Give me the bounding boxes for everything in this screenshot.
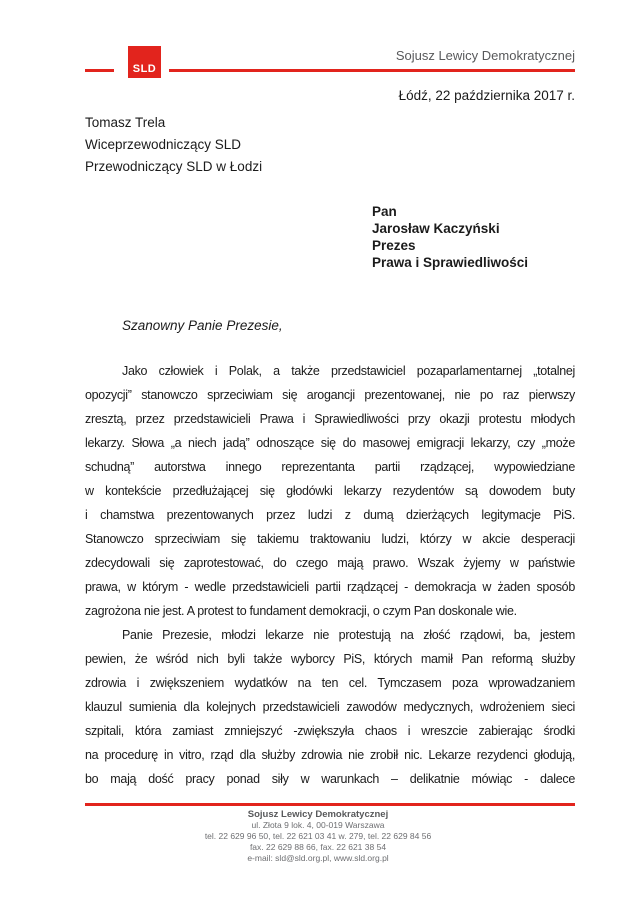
sender-title-1: Wiceprzewodniczący SLD	[85, 137, 242, 152]
body-line: schudną” autorstwa innego reprezentanta partii rządzącej, wypowiedziane	[85, 460, 575, 474]
body-line: szpitali, która zamiast zmniejszyć -zwiększyła chaos i wreszcie zabierając środki	[85, 724, 575, 738]
body-line: w kontekście przedłużającej się głodówki lekarzy rezydentów są dowodem buty	[85, 484, 575, 498]
date-line: Łódź, 22 października 2017 r.	[398, 88, 575, 103]
body-line: bo mają dość pracy ponad siły w warunkach – delikatnie mówiąc - dalece	[85, 772, 575, 786]
body-line: opozycji” stanowczo sprzeciwiam się arogancji prezentowanej, nie po raz pierwszy	[85, 388, 575, 402]
body-line: zdecydowali się zaprotestować, do czego mają prawo. Wszak żyjemy w państwie	[85, 556, 575, 570]
footer-phones: tel. 22 629 96 50, tel. 22 621 03 41 w. 279, tel. 22 629 84 56	[204, 831, 432, 841]
body-line: zresztą, przez przedstawicieli Prawa i Sprawiedliwości przy okazji protestu młodych	[85, 412, 575, 426]
header-rule-left	[85, 69, 114, 72]
recipient-org: Prawa i Sprawiedliwości	[372, 255, 529, 270]
body-line: pewien, że wśród nich byli także wyborcy PiS, których mamił Pan reformą służby	[85, 652, 575, 666]
body-line: na procedurę in vitro, rząd dla służby zdrowia nie zrobił nic. Lekarze rezydenci głodują,	[85, 748, 575, 762]
body-line: zdrowia i zwiększeniem wydatków na ten cel. Tymczasem poza wprowadzaniem	[85, 676, 575, 690]
body-line: prawa, w którym - wedle przedstawicieli partii rządzącej - demokracja w żaden sposób	[85, 580, 575, 594]
sender-block	[85, 112, 262, 178]
recipient-title: Prezes	[372, 238, 416, 253]
sld-logo	[128, 46, 161, 78]
footer-rule	[85, 803, 575, 806]
header-rule-right	[169, 69, 575, 72]
body-line: Stanowczo sprzeciwiam się takiemu traktowaniu ludzi, którzy w akcie desperacji	[85, 532, 575, 546]
footer-block	[0, 809, 636, 864]
body-line: Panie Prezesie, młodzi lekarze nie protestują na złość rządowi, ba, jestem	[122, 628, 575, 642]
recipient-block	[372, 203, 528, 271]
letter-body	[85, 359, 575, 791]
body-line: klauzul sumienia dla kolejnych przedstawicieli zawodów medycznych, wdrożeniem sieci	[85, 700, 575, 714]
sender-title-2: Przewodniczący SLD w Łodzi	[85, 159, 263, 174]
footer-email-web: e-mail: sld@sld.org.pl, www.sld.org.pl	[247, 853, 389, 863]
sld-logo-text: SLD	[132, 63, 157, 75]
sender-name: Tomasz Trela	[85, 115, 166, 130]
footer-org-name: Sojusz Lewicy Demokratycznej	[247, 809, 389, 820]
body-line: Jako człowiek i Polak, a także przedstawiciel pozaparlamentarnej „totalnej	[122, 364, 575, 378]
footer-address: ul. Złota 9 lok. 4, 00-019 Warszawa	[251, 820, 385, 830]
salutation: Szanowny Panie Prezesie,	[122, 318, 283, 333]
recipient-honorific: Pan	[372, 204, 397, 219]
header-org-name: Sojusz Lewicy Demokratycznej	[395, 48, 575, 63]
footer-fax: fax. 22 629 88 66, fax. 22 621 38 54	[249, 842, 387, 852]
body-line: i chamstwa prezentowanych przez ludzi z dumą dzierżących legitymacje PiS.	[85, 508, 575, 522]
recipient-name: Jarosław Kaczyński	[372, 221, 500, 236]
body-line: lekarzy. Słowa „a niech jadą” odnoszące się do masowej emigracji lekarzy, czy „może	[85, 436, 575, 450]
body-line: zagrożona nie jest. A protest to fundament demokracji, o czym Pan doskonale wie.	[85, 604, 517, 618]
